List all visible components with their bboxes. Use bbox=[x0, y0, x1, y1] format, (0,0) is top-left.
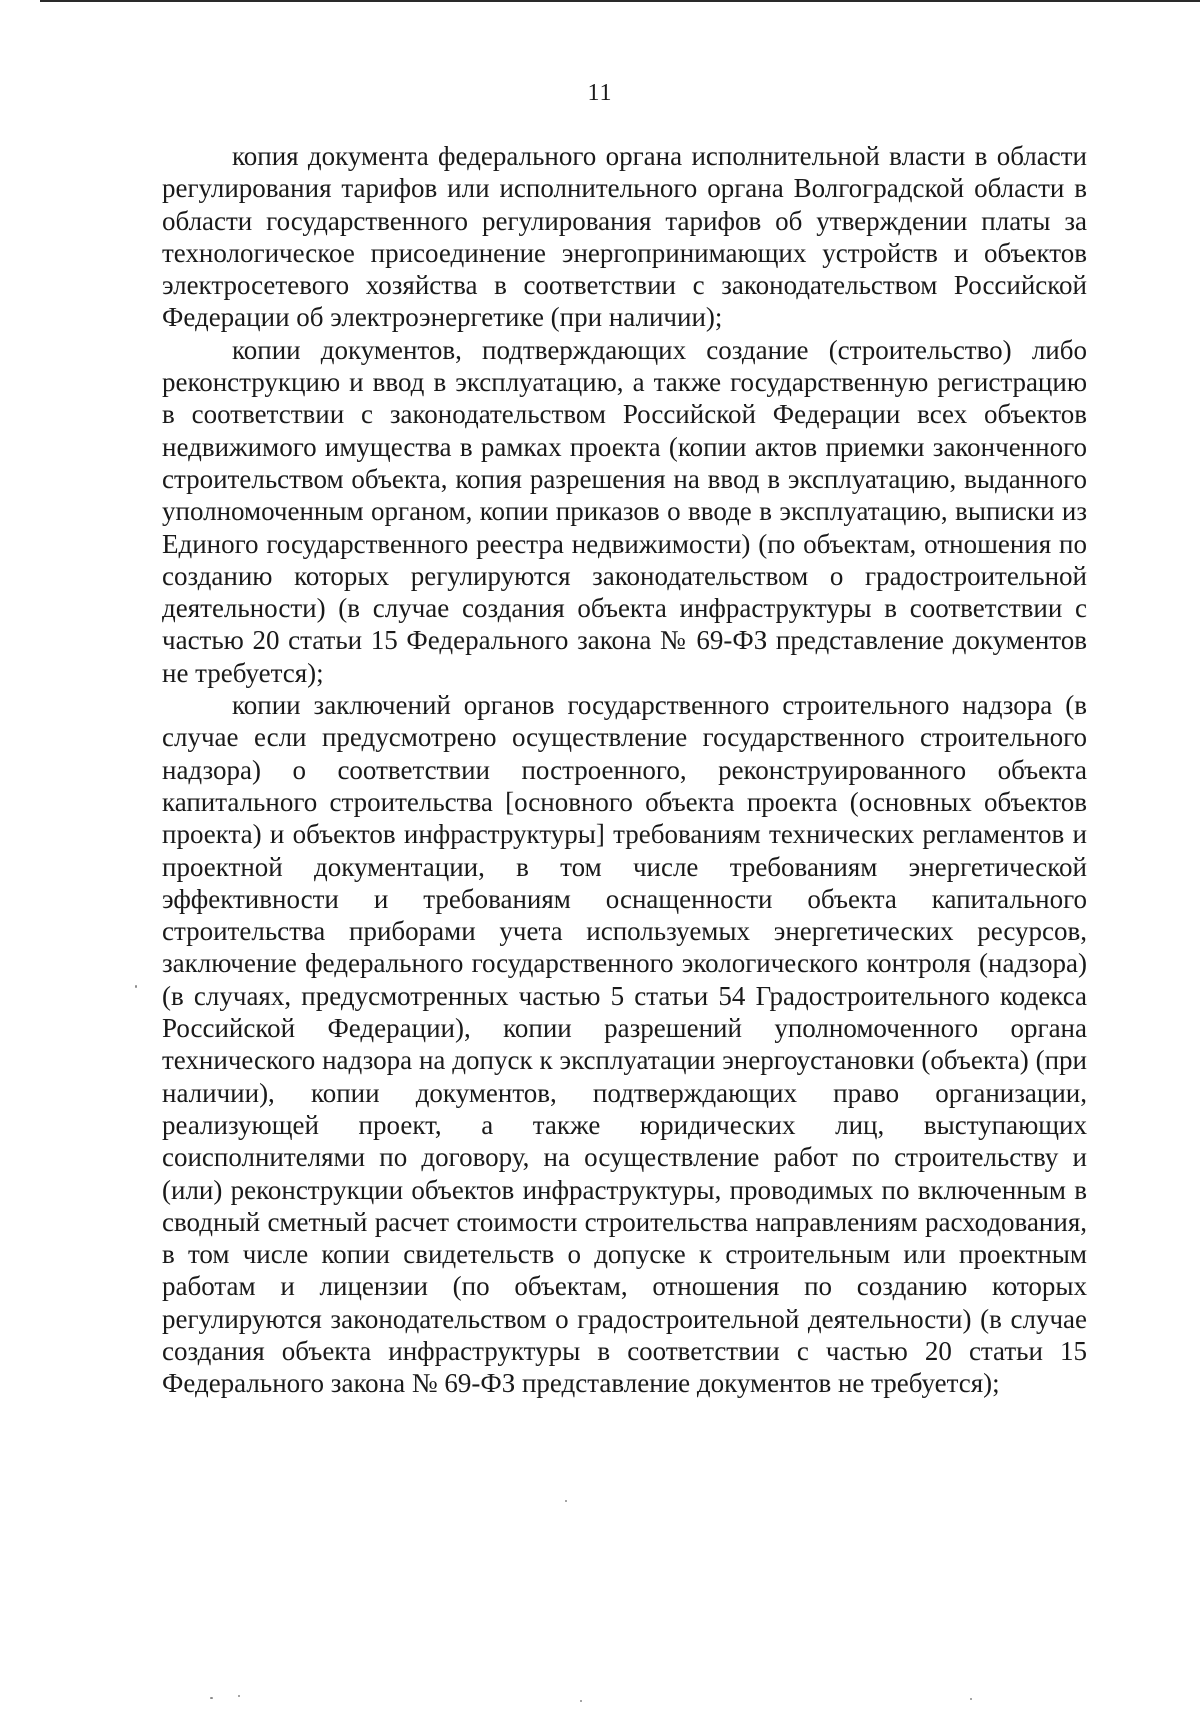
paragraph-tariff-document: копия документа федерального органа исполнительной власти в области регулирования тарифов или исполнительного органа Волгоградской области в области государственного регулирования тарифов об утверждении платы за технологическое присоединение энергопринимающих устройств и объектов электросетевого хозяйства в соответствии с законодательством Российской Федерации об электроэнергетике (при наличии); bbox=[162, 141, 1087, 333]
paragraph-construction-documents: копии документов, подтверждающих создание (строительство) либо реконструкцию и ввод в эксплуатацию, а также государственную регистрацию в соответствии с законодательством Российской Федерации всех объектов недвижимого имущества в рамках проекта (копии актов приемки законченного строительством объекта, копия разрешения на ввод в эксплуатацию, выданного уполномоченным органом, копии приказов о вводе в эксплуатацию, выписки из Единого государственного реестра недвижимости) (по объектам, отношения по созданию которых регулируются законодательством о градостроительной деятельности) (в случае создания объекта инфраструктуры в соответствии с частью 20 статьи 15 Федерального закона № 69-ФЗ представление документов не требуется); bbox=[162, 334, 1087, 688]
scan-speck bbox=[135, 985, 137, 988]
page-number: 11 bbox=[587, 80, 613, 106]
paragraph-supervision-conclusions: копии заключений органов государственного строительного надзора (в случае если предусмотрено осуществление государственного строительного надзора) о соответствии построенного, реконструированного объекта капитального строительства [основного объекта проекта (основных объектов проекта) и объектов инфраструктуры] требованиям технических регламентов и проектной документации, в том числе требованиям энергетической эффективности и требованиям оснащенности объекта капитального строительства приборами учета используемых энергетических ресурсов, заключение федерального государственного экологического контроля (надзора) (в случаях, предусмотренных частью 5 статьи 54 Градостроительного кодекса Российской Федерации), копии разрешений уполномоченного органа технического надзора на допуск к эксплуатации энергоустановки (объекта) (при наличии), копии документов, подтверждающих право организации, реализующей проект, а также юридических лиц, выступающих соисполнителями по договору, на осуществление работ по строительству и (или) реконструкции объектов инфраструктуры, проводимых по включенным в сводный сметный расчет стоимости строительства направлениям расходования, в том числе копии свидетельств о допуске к строительным или проектным работам и лицензии (по объектам, отношения по созданию которых регулируются законодательством о градостроительной деятельности) (в случае создания объекта инфраструктуры в соответствии с частью 20 статьи 15 Федерального закона № 69-ФЗ представление документов не требуется); bbox=[162, 690, 1087, 1399]
scan-speck bbox=[565, 1500, 567, 1502]
scan-speck bbox=[238, 1695, 240, 1697]
scan-edge-line bbox=[40, 0, 1200, 2]
scan-speck bbox=[580, 1700, 582, 1702]
scan-speck bbox=[970, 1698, 972, 1700]
scan-speck bbox=[210, 1697, 213, 1699]
document-body bbox=[162, 140, 1087, 1400]
